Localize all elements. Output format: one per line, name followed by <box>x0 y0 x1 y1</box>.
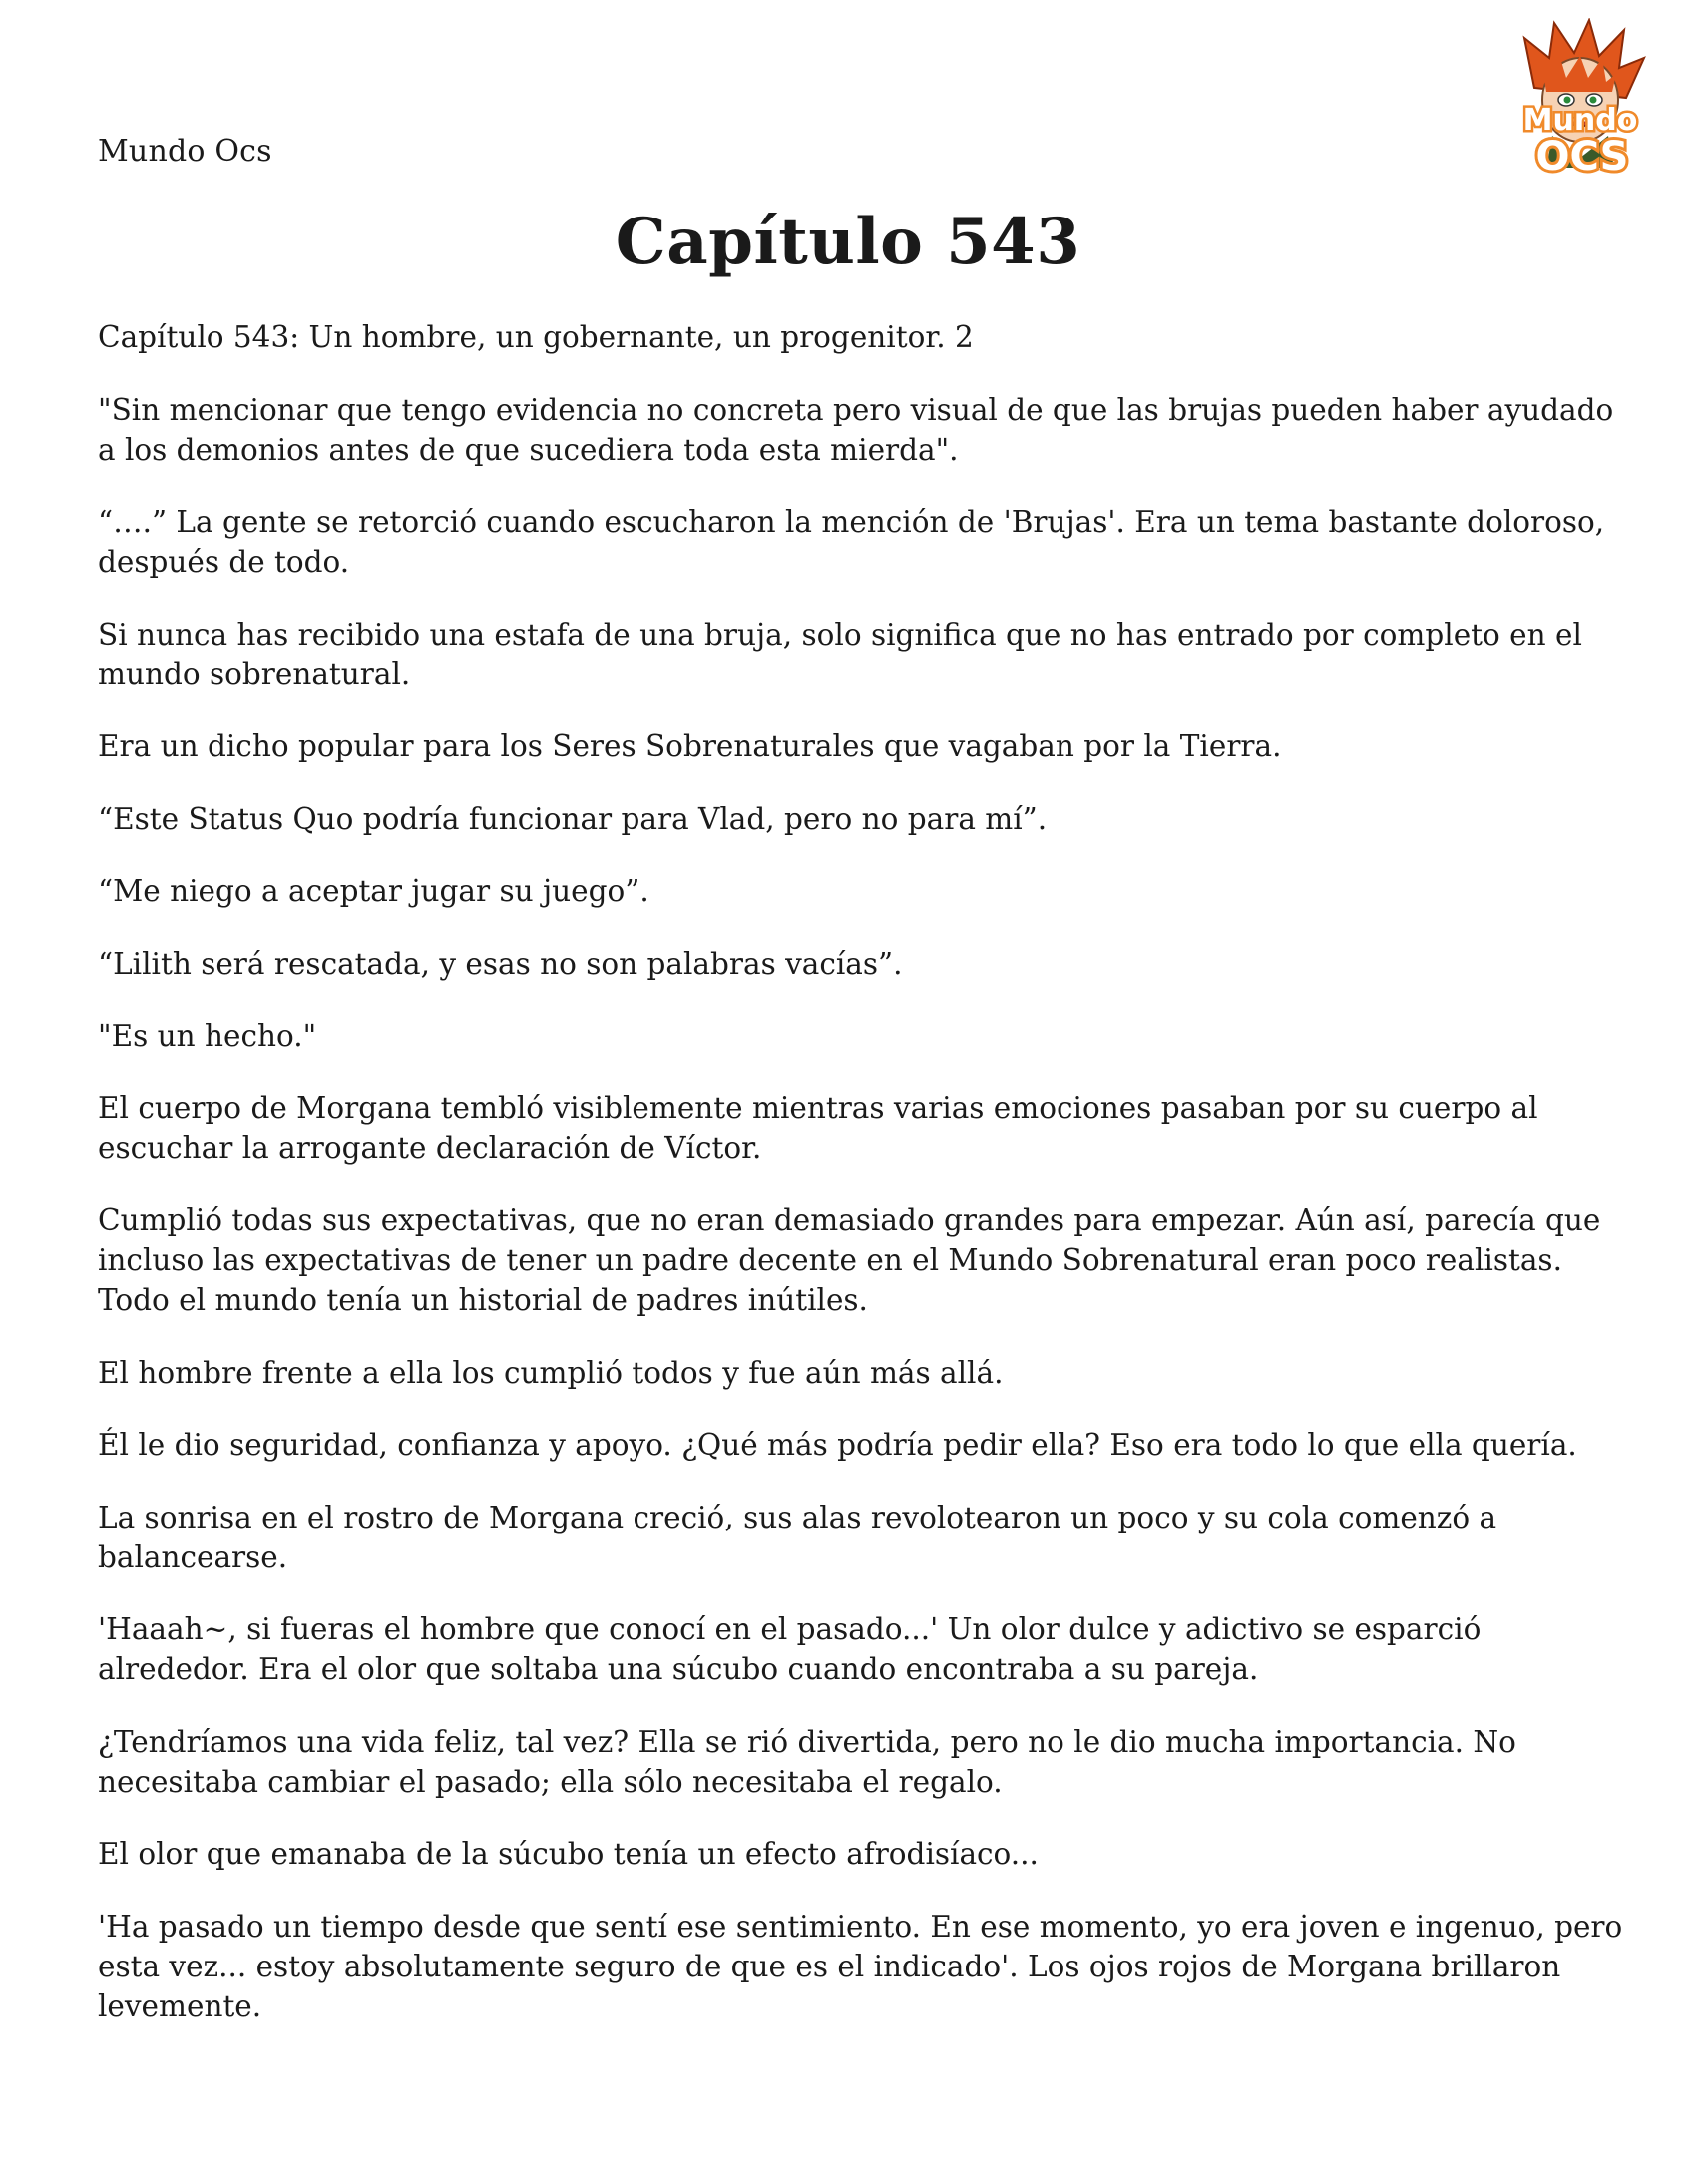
paragraph: Era un dicho popular para los Seres Sobrenaturales que vagaban por la Tierra. <box>98 729 1282 763</box>
paragraph: Si nunca has recibido una estafa de una bruja, solo significa que no has entrado por completo en el mundo sobrenatural. <box>98 617 1582 691</box>
paragraph: “Este Status Quo podría funcionar para Vlad, pero no para mí”. <box>98 801 1048 836</box>
mundo-ocs-logo-icon <box>1494 18 1666 190</box>
logo-text-line1: Mundo <box>1522 103 1638 138</box>
paragraph: Cumplió todas sus expectativas, que no eran demasiado grandes para empezar. Aún así, parecía que incluso las expectativas de tener un padre decente en el Mundo Sobrenatural eran poco realistas. Todo el mundo tenía un historial de padres inútiles. <box>98 1203 1601 1317</box>
paragraph: 'Haaah~, si fueras el hombre que conocí en el pasado...' Un olor dulce y adictivo se esparció alrededor. Era el olor que soltaba una súcubo cuando encontraba a su pareja. <box>98 1612 1482 1686</box>
paragraph: El olor que emanaba de la súcubo tenía un efecto afrodisíaco... <box>98 1837 1039 1871</box>
paragraph: 'Ha pasado un tiempo desde que sentí ese sentimiento. En ese momento, yo era joven e ingenuo, pero esta vez... estoy absolutamente seguro de que es el indicado'. Los ojos rojos de Morgana brillaron levemente. <box>98 1909 1623 2023</box>
paragraph: "Sin mencionar que tengo evidencia no concreta pero visual de que las brujas pueden haber ayudado a los demonios antes de que sucediera toda esta mierda". <box>98 392 1614 467</box>
paragraph: “Lilith será rescatada, y esas no son palabras vacías”. <box>98 946 903 981</box>
paragraph: “….” La gente se retorció cuando escucharon la mención de 'Brujas'. Era un tema bastante doloroso, después de todo. <box>98 505 1605 579</box>
paragraph: El cuerpo de Morgana tembló visiblemente mientras varias emociones pasaban por su cuerpo al escuchar la arrogante declaración de Víctor. <box>98 1091 1538 1165</box>
paragraph: ¿Tendríamos una vida feliz, tal vez? Ella se rió divertida, pero no le dio mucha importancia. No necesitaba cambiar el pasado; ella sólo necesitaba el regalo. <box>98 1724 1516 1799</box>
site-name: Mundo Ocs <box>98 134 272 169</box>
paragraph: La sonrisa en el rostro de Morgana creció, sus alas revolotearon un poco y su cola comenzó a balancearse. <box>98 1500 1497 1574</box>
paragraph: “Me niego a aceptar jugar su juego”. <box>98 874 649 908</box>
paragraph: Él le dio seguridad, confianza y apoyo. ¿Qué más podría pedir ella? Eso era todo lo que ella quería. <box>98 1428 1577 1462</box>
paragraph: El hombre frente a ella los cumplió todos y fue aún más allá. <box>98 1355 1004 1390</box>
chapter-title: Capítulo 543 <box>615 205 1081 279</box>
paragraph: "Es un hecho." <box>98 1019 317 1053</box>
chapter-body <box>98 317 1634 2058</box>
logo-text-line2: OCS <box>1535 134 1629 180</box>
chapter-subtitle: Capítulo 543: Un hombre, un gobernante, un progenitor. 2 <box>98 320 974 354</box>
